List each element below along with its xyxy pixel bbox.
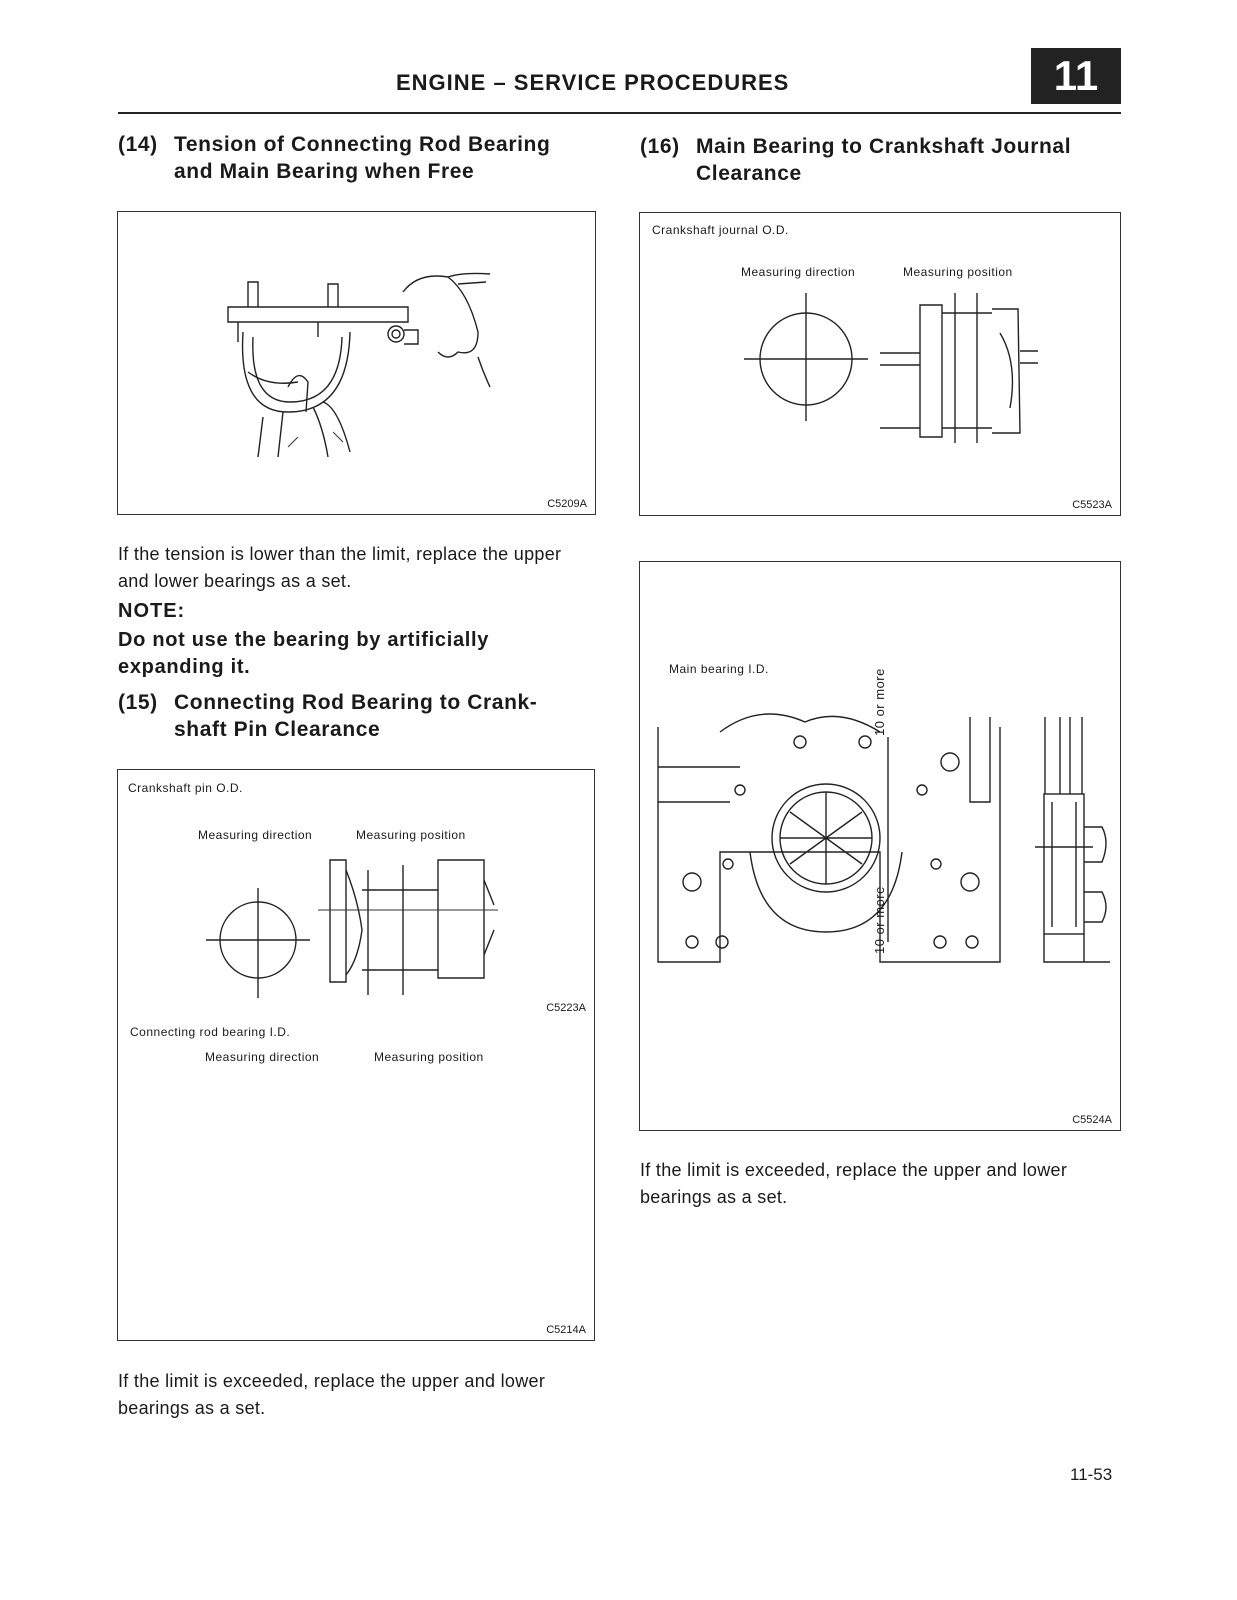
header-rule bbox=[118, 112, 1121, 114]
section-15-number: (15) bbox=[118, 691, 158, 714]
section-16-title-line2: Clearance bbox=[696, 162, 802, 185]
section-14-heading bbox=[118, 131, 598, 185]
section-tab: 11 bbox=[1031, 48, 1121, 104]
section-15-heading bbox=[118, 689, 598, 743]
main-bearing-illustration bbox=[640, 562, 1120, 1130]
figure-code-c5523a: C5523A bbox=[1072, 499, 1112, 511]
label-journal-measuring-position: Measuring position bbox=[903, 265, 1013, 279]
note-text: Do not use the bearing by artificially expanding it. bbox=[118, 629, 490, 678]
label-crankshaft-pin-od: Crankshaft pin O.D. bbox=[128, 781, 243, 795]
figure-crankshaft-journal bbox=[639, 212, 1121, 516]
page-header-title: ENGINE – SERVICE PROCEDURES bbox=[396, 70, 790, 95]
section-16-text: If the limit is exceeded, replace the upper and lower bearings as a set. bbox=[640, 1160, 1068, 1207]
section-14-text: If the tension is lower than the limit, replace the upper and lower bearings as a set. bbox=[118, 544, 562, 591]
section-16-number: (16) bbox=[640, 135, 680, 158]
caliper-bearing-illustration bbox=[118, 212, 595, 514]
label-measuring-position: Measuring position bbox=[356, 828, 466, 842]
figure-main-bearing bbox=[639, 561, 1121, 1131]
section-16-heading bbox=[640, 133, 1122, 187]
note-label: NOTE: bbox=[118, 600, 186, 622]
page-number: 11-53 bbox=[1070, 1465, 1113, 1484]
figure-code-c5524a: C5524A bbox=[1072, 1114, 1112, 1126]
label-crankshaft-journal-od: Crankshaft journal O.D. bbox=[652, 223, 789, 237]
label-measuring-direction-2: Measuring direction bbox=[205, 1050, 320, 1064]
label-dimension-top: 10 or more bbox=[872, 668, 887, 736]
label-connecting-rod-bearing-id: Connecting rod bearing I.D. bbox=[130, 1025, 291, 1039]
figure-crankshaft-pin bbox=[117, 769, 595, 1341]
section-15-title-line2: shaft Pin Clearance bbox=[174, 718, 381, 741]
label-journal-measuring-direction: Measuring direction bbox=[741, 265, 856, 279]
section-15-text: If the limit is exceeded, replace the upper and lower bearings as a set. bbox=[118, 1371, 546, 1418]
figure-code-c5209a: C5209A bbox=[547, 498, 587, 510]
figure-code-c5214a: C5214A bbox=[546, 1324, 586, 1336]
section-14-number: (14) bbox=[118, 133, 158, 156]
section-16-title-line1: Main Bearing to Crankshaft Journal bbox=[696, 135, 1072, 158]
crankshaft-journal-illustration bbox=[640, 213, 1120, 515]
figure-code-c5223a: C5223A bbox=[546, 1002, 586, 1014]
label-measuring-direction: Measuring direction bbox=[198, 828, 313, 842]
label-measuring-position-2: Measuring position bbox=[374, 1050, 484, 1064]
label-main-bearing-id: Main bearing I.D. bbox=[669, 662, 769, 676]
section-14-title-line2: and Main Bearing when Free bbox=[174, 160, 475, 183]
section-15-title-line1: Connecting Rod Bearing to Crank- bbox=[174, 691, 538, 714]
figure-caliper-bearing bbox=[117, 211, 596, 515]
label-dimension-bottom: 10 or more bbox=[872, 886, 887, 954]
section-14-title-line1: Tension of Connecting Rod Bearing bbox=[174, 133, 551, 156]
crankshaft-pin-illustration bbox=[118, 770, 594, 1340]
